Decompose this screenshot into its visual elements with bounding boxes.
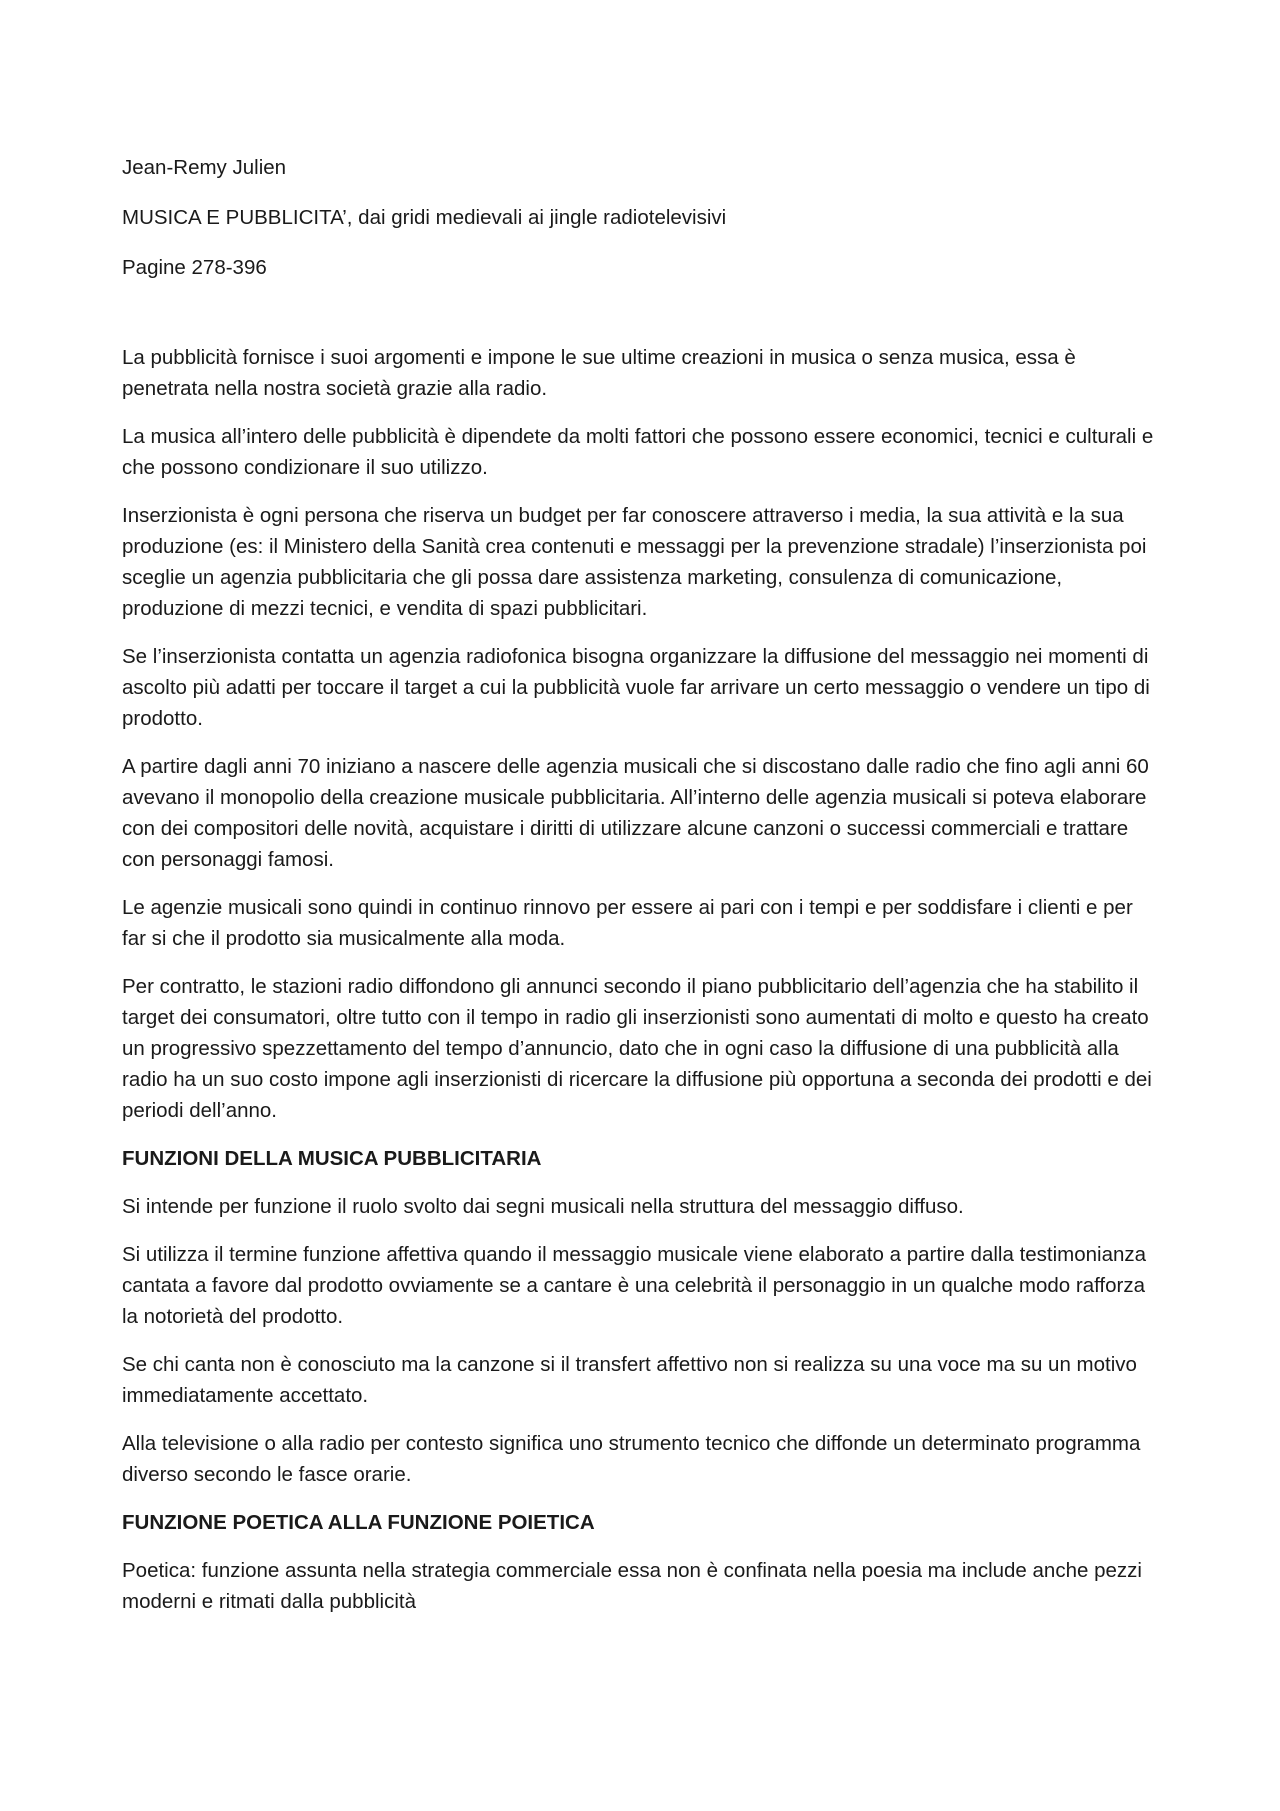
paragraph-transfert: Se chi canta non è conosciuto ma la canzone si il transfert affettivo non si realizza su una voce ma su un motivo immediatamente accettato. bbox=[122, 1353, 1137, 1407]
paragraph-agenzie-musicali: A partire dagli anni 70 iniziano a nascere delle agenzia musicali che si discostano dalle radio che fino agli anni 60 avevano il monopolio della creazione musicale pubblicitaria. All’interno delle agenzia musicali si poteva elaborare con dei compositori delle novità, acquistare i diritti di utilizzare alcune canzoni o successi commerciali e trattare con personaggi famosi. bbox=[122, 755, 1149, 871]
paragraph-rinnovo: Le agenzie musicali sono quindi in continuo rinnovo per essere ai pari con i tempi e per soddisfare i clienti e per far si che il prodotto sia musicalmente alla moda. bbox=[122, 896, 1133, 950]
author-name: Jean-Remy Julien bbox=[122, 156, 287, 179]
paragraph-funzione-affettiva: Si utilizza il termine funzione affettiva quando il messaggio musicale viene elaborato a partire dalla testimonianza cantata a favore dal prodotto ovviamente se a cantare è una celebrità il personaggio in un qualche modo rafforza la notorietà del prodotto. bbox=[122, 1243, 1147, 1328]
page-range: Pagine 278-396 bbox=[122, 256, 267, 279]
paragraph-contesto: Alla televisione o alla radio per contesto significa uno strumento tecnico che diffonde un determinato programma diverso secondo le fasce orarie. bbox=[122, 1432, 1141, 1486]
section-heading-poetica: FUNZIONE POETICA ALLA FUNZIONE POIETICA bbox=[122, 1511, 595, 1534]
paragraph-inserzionista: Inserzionista è ogni persona che riserva un budget per far conoscere attraverso i media, la sua attività e la sua produzione (es: il Ministero della Sanità crea contenuti e messaggi per la prevenzione stradale) l’inserzionista poi sceglie un agenzia pubblicitaria che gli possa dare assistenza marketing, consulenza di comunicazione, produzione di mezzi tecnici, e vendita di spazi pubblicitari. bbox=[122, 504, 1147, 620]
section-heading-funzioni: FUNZIONI DELLA MUSICA PUBBLICITARIA bbox=[122, 1147, 542, 1170]
paragraph-poetica: Poetica: funzione assunta nella strategia commerciale essa non è confinata nella poesia ma include anche pezzi moderni e ritmati dalla pubblicità bbox=[122, 1559, 1142, 1613]
paragraph-contratto: Per contratto, le stazioni radio diffondono gli annunci secondo il piano pubblicitario dell’agenzia che ha stabilito il target dei consumatori, oltre tutto con il tempo in radio gli inserzionisti sono aumentati di molto e questo ha creato un progressivo spezzettamento del tempo d’annuncio, dato che in ogni caso la diffusione di una pubblicità alla radio ha un suo costo impone agli inserzionisti di ricercare la diffusione più opportuna a seconda dei prodotti e dei periodi dell’anno. bbox=[122, 975, 1152, 1122]
paragraph-intro: La pubblicità fornisce i suoi argomenti e impone le sue ultime creazioni in musica o senza musica, essa è penetrata nella nostra società grazie alla radio. bbox=[122, 346, 1076, 400]
paragraph-funzione-definizione: Si intende per funzione il ruolo svolto dai segni musicali nella struttura del messaggio diffuso. bbox=[122, 1195, 964, 1218]
paragraph-agenzia-radiofonica: Se l’inserzionista contatta un agenzia radiofonica bisogna organizzare la diffusione del messaggio nei momenti di ascolto più adatti per toccare il target a cui la pubblicità vuole far arrivare un certo messaggio o vendere un tipo di prodotto. bbox=[122, 645, 1150, 730]
document-page bbox=[122, 152, 1162, 1634]
paragraph-factors: La musica all’intero delle pubblicità è dipendete da molti fattori che possono essere economici, tecnici e culturali e che possono condizionare il suo utilizzo. bbox=[122, 425, 1154, 479]
document-title: MUSICA E PUBBLICITA’, dai gridi medievali ai jingle radiotelevisivi bbox=[122, 206, 727, 229]
